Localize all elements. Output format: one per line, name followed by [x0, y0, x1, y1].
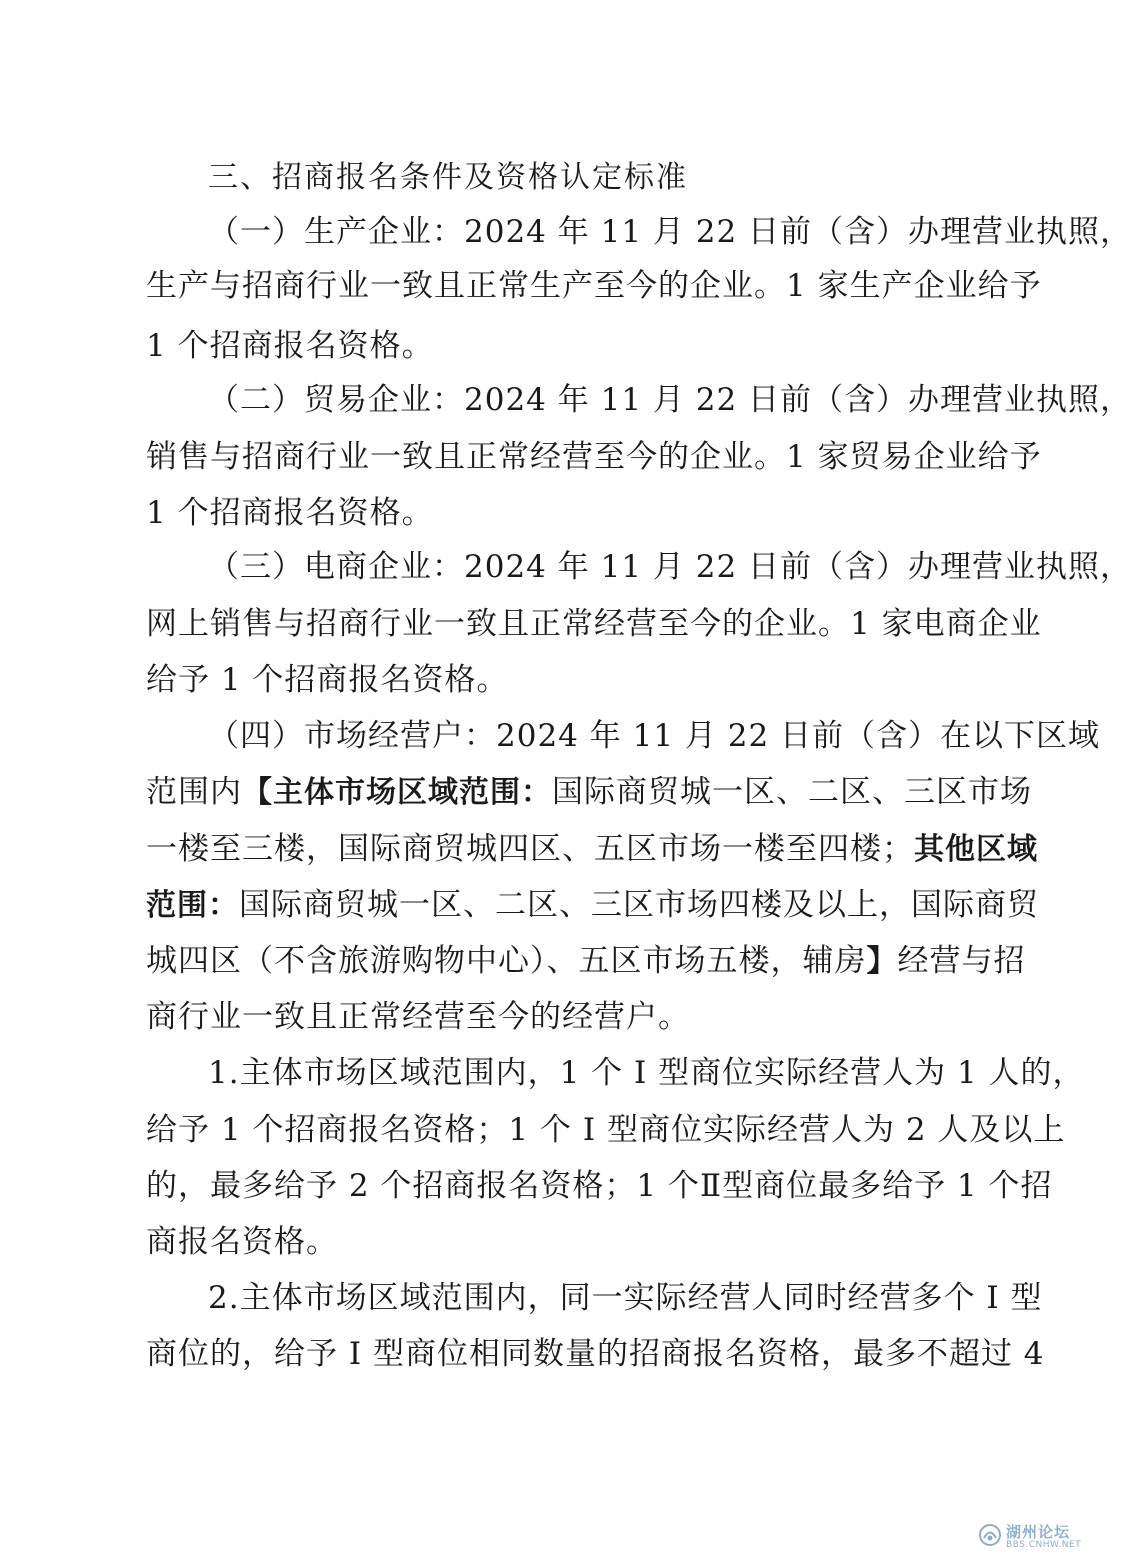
- paragraph-5-line-4: 商报名资格。: [146, 1224, 338, 1260]
- paragraph-2-line-3: 1 个招商报名资格。: [146, 495, 434, 531]
- paragraph-6-line-1: 2.主体市场区域范围内，同一实际经营人同时经营多个 I 型: [208, 1280, 1043, 1316]
- paragraph-1-line-2: 生产与招商行业一致且正常生产至今的企业。1 家生产企业给予: [146, 268, 1042, 304]
- paragraph-4-line-2: [146, 772, 1032, 812]
- bold-span: 范围：: [146, 888, 239, 923]
- bold-span: 】: [866, 944, 898, 979]
- text-span: 经营与招: [897, 943, 1026, 979]
- paragraph-1-line-1: （一）生产企业：2024 年 11 月 22 日前（含）办理营业执照，: [208, 214, 1132, 250]
- forum-watermark: [978, 1519, 1096, 1555]
- paragraph-4-line-6: 商行业一致且正常经营至今的经营户。: [146, 999, 690, 1035]
- paragraph-4-line-1: （四）市场经营户：2024 年 11 月 22 日前（含）在以下区域: [208, 718, 1101, 754]
- paragraph-3-line-1: （三）电商企业：2024 年 11 月 22 日前（含）办理营业执照，: [208, 549, 1132, 585]
- paragraph-4-line-3: [146, 829, 1038, 869]
- section-heading: 三、招商报名条件及资格认定标准: [208, 160, 688, 195]
- bold-span: 【主体市场区域范围：: [242, 775, 552, 810]
- paragraph-3-line-3: 给予 1 个招商报名资格。: [146, 662, 509, 698]
- paragraph-5-line-3: 的，最多给予 2 个招商报名资格；1 个Ⅱ型商位最多给予 1 个招: [146, 1168, 1053, 1204]
- paragraph-5-line-1: 1.主体市场区域范围内，1 个 I 型商位实际经营人为 1 人的，: [208, 1055, 1085, 1091]
- paragraph-4-line-5: [146, 941, 1026, 981]
- text-span: 国际商贸城一区、二区、三区市场: [552, 774, 1032, 810]
- text-span: 一楼至三楼，国际商贸城四区、五区市场一楼至四楼；: [146, 831, 914, 867]
- paragraph-2-line-1: （二）贸易企业：2024 年 11 月 22 日前（含）办理营业执照，: [208, 382, 1132, 418]
- bold-span: 其他区域: [914, 832, 1038, 867]
- paragraph-5-line-2: 给予 1 个招商报名资格；1 个 I 型商位实际经营人为 2 人及以上: [146, 1112, 1066, 1148]
- paragraph-6-line-2: 商位的，给予 I 型商位相同数量的招商报名资格，最多不超过 4: [146, 1336, 1045, 1372]
- watermark-name: 湖州论坛: [1006, 1523, 1071, 1541]
- watermark-url: BBS.CNHW.NET: [1006, 1540, 1082, 1550]
- paragraph-1-line-3: 1 个招商报名资格。: [146, 328, 434, 364]
- text-span: 范围内: [146, 774, 242, 810]
- text-span: 城四区（不含旅游购物中心）、五区市场五楼，辅房: [146, 943, 867, 979]
- forum-logo-icon: [978, 1523, 1002, 1547]
- paragraph-2-line-2: 销售与招商行业一致且正常经营至今的企业。1 家贸易企业给予: [146, 439, 1042, 475]
- text-span: 国际商贸城一区、二区、三区市场四楼及以上，国际商贸: [239, 887, 1039, 923]
- paragraph-4-line-4: [146, 885, 1039, 925]
- paragraph-3-line-2: 网上销售与招商行业一致且正常经营至今的企业。1 家电商企业: [146, 606, 1042, 642]
